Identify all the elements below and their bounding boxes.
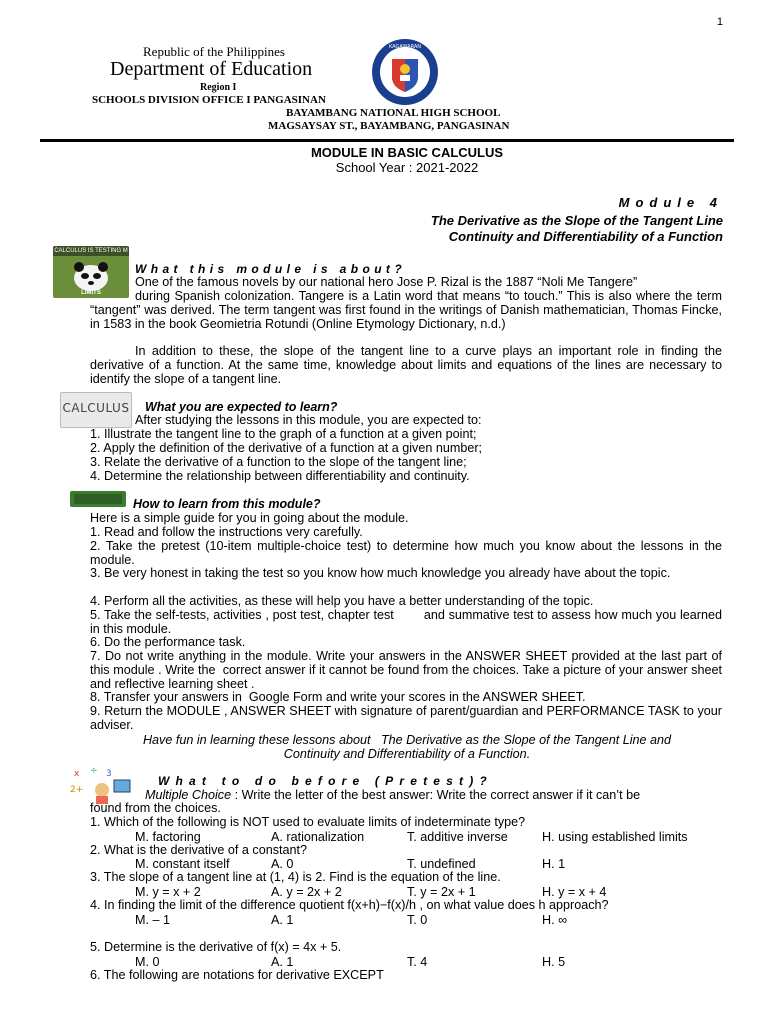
choice-m: M. – 1 <box>135 913 170 927</box>
howto-step: 7. Do not write anything in the module. Write your answers in the ANSWER SHEET provided at the last part of this module . Write the correct answer if it cannot be found from the choices. Take a picture of your answer sheet and reflective learning sheet . <box>90 649 726 691</box>
choice-t: T. 4 <box>407 955 428 969</box>
expected-item: 2. Apply the definition of the derivative of a function at a given number; <box>90 441 483 455</box>
howto-step: 5. Take the self-tests, activities , post test, chapter test and summative test to assess how much you learned in this module. <box>90 608 726 636</box>
pretest-instruction-cont: found from the choices. <box>90 801 221 815</box>
choice-m: M. factoring <box>135 830 201 844</box>
question: 1. Which of the following is NOT used to evaluate limits of indeterminate type? <box>90 815 526 829</box>
pretest-label: Multiple Choice <box>145 788 232 802</box>
howto-step: 3. Be very honest in taking the test so you know how much knowledge you already have about the topic. <box>90 566 671 580</box>
fun-line-1: Have fun in learning these lessons about The Derivative as the Slope of the Tangent Line and <box>142 733 672 747</box>
expected-intro: After studying the lessons in this module, you are expected to: <box>135 413 482 427</box>
fun-line-2: Continuity and Differentiability of a Function. <box>283 747 531 761</box>
school-year: School Year : 2021-2022 <box>335 160 479 175</box>
svg-text:3: 3 <box>106 769 112 779</box>
choice-m: M. 0 <box>135 955 160 969</box>
choice-h: H. ∞ <box>542 913 568 927</box>
module-title-1: The Derivative as the Slope of the Tangent Line <box>430 213 723 228</box>
choice-t: T. undefined <box>407 857 476 871</box>
question: 6. The following are notations for derivative EXCEPT <box>90 968 384 982</box>
pretest-instruction <box>145 788 640 802</box>
math-kid-image <box>68 764 138 804</box>
module-number: Module 4 <box>618 195 723 210</box>
meme-caption-top: CALCULUS IS TESTING M <box>54 248 128 254</box>
howto-step: 4. Perform all the activities, as these will help you have a better understanding of the topic. <box>90 594 594 608</box>
header-republic: Republic of the Philippines <box>143 44 285 59</box>
choice-t: T. 0 <box>407 913 428 927</box>
howto-step: 6. Do the performance task. <box>90 635 246 649</box>
header-division: SCHOOLS DIVISION OFFICE I PANGASINAN <box>92 94 326 106</box>
choice-t: T. y = 2x + 1 <box>407 885 476 899</box>
choice-m: M. constant itself <box>135 857 230 871</box>
svg-text:KAGAWARAN: KAGAWARAN <box>388 44 422 50</box>
question: 5. Determine is the derivative of f(x) = 4x + 5. <box>90 940 342 954</box>
choice-a: A. rationalization <box>271 830 365 844</box>
header-school: BAYAMBANG NATIONAL HIGH SCHOOL <box>286 107 501 119</box>
question: 4. In finding the limit of the difference quotient f(x+h)−f(x)/h , on what value does h approach? <box>90 898 609 912</box>
header-department: Department of Education <box>110 58 313 80</box>
question: 2. What is the derivative of a constant? <box>90 843 308 857</box>
howto-step: 1. Read and follow the instructions very carefully. <box>90 525 363 539</box>
module-document-title: MODULE IN BASIC CALCULUS <box>310 145 504 160</box>
header-region: Region I <box>200 82 237 93</box>
choice-h: H. 1 <box>542 857 566 871</box>
choice-a: A. y = 2x + 2 <box>271 885 342 899</box>
svg-text:x: x <box>74 769 80 779</box>
howto-step: 8. Transfer your answers in Google Form and write your scores in the ANSWER SHEET. <box>90 690 586 704</box>
meme-caption-bottom: LIMITS <box>81 290 101 296</box>
about-paragraph-2: In addition to these, the slope of the tangent line to a curve plays an important role in finding the derivative of a function. At the same time, knowledge about limits and equations of the lines are necessary to identify the slope of a tangent line. <box>90 344 722 386</box>
deped-seal-logo <box>370 37 440 107</box>
pretest-heading: What to do before (Pretest)? <box>158 774 493 788</box>
choice-a: A. 0 <box>271 857 294 871</box>
choice-a: A. 1 <box>271 913 294 927</box>
choice-t: T. additive inverse <box>407 830 508 844</box>
svg-text:÷: ÷ <box>90 766 98 776</box>
header-divider <box>40 139 734 142</box>
chalkboard-image <box>70 491 126 507</box>
about-paragraph-1-first: One of the famous novels by our national hero Jose P. Rizal is the 1887 “Noli Me Tangere” <box>135 275 638 289</box>
howto-step: 9. Return the MODULE , ANSWER SHEET with signature of parent/guardian and PERFORMANCE TASK to your adviser. <box>90 704 722 732</box>
howto-heading: How to learn from this module? <box>133 497 321 511</box>
expected-item: 4. Determine the relationship between differentiability and continuity. <box>90 469 470 483</box>
howto-step: 2. Take the pretest (10-item multiple-choice test) to determine how much you know about the lessons in the module. <box>90 539 722 567</box>
choice-h: H. using established limits <box>542 830 688 844</box>
choice-h: H. 5 <box>542 955 566 969</box>
module-title-2: Continuity and Differentiability of a Function <box>448 229 723 244</box>
question: 3. The slope of a tangent line at (1, 4) is 2. Find is the equation of the line. <box>90 870 501 884</box>
expected-item: 3. Relate the derivative of a function to the slope of the tangent line; <box>90 455 467 469</box>
page-number: 1 <box>716 16 723 28</box>
pretest-instruction-text: : Write the letter of the best answer: Write the correct answer if it can’t be <box>231 788 641 802</box>
svg-text:2+: 2+ <box>70 785 84 795</box>
about-heading: What this module is about? <box>135 262 407 276</box>
choice-m: M. y = x + 2 <box>135 885 201 899</box>
choice-h: H. y = x + 4 <box>542 885 607 899</box>
choice-a: A. 1 <box>271 955 294 969</box>
howto-intro: Here is a simple guide for you in going about the module. <box>90 511 409 525</box>
expected-heading: What you are expected to learn? <box>145 400 338 414</box>
calculus-image-text: CALCULUS <box>62 401 130 415</box>
calculus-chalk-image <box>60 392 132 428</box>
header-address: MAGSAYSAY ST., BAYAMBANG, PANGASINAN <box>268 120 510 132</box>
expected-item: 1. Illustrate the tangent line to the graph of a function at a given point; <box>90 427 477 441</box>
about-paragraph-1: during Spanish colonization. Tangere is a Latin word that means “to touch.” This is also where the term “tangent” was derived. The term tangent was first found in the writings of Danish mathematician, Thomas Fincke, in 1583 in the book Geomietria Rotundi (Online Etymology Dictionary, n.d.) <box>90 289 722 331</box>
